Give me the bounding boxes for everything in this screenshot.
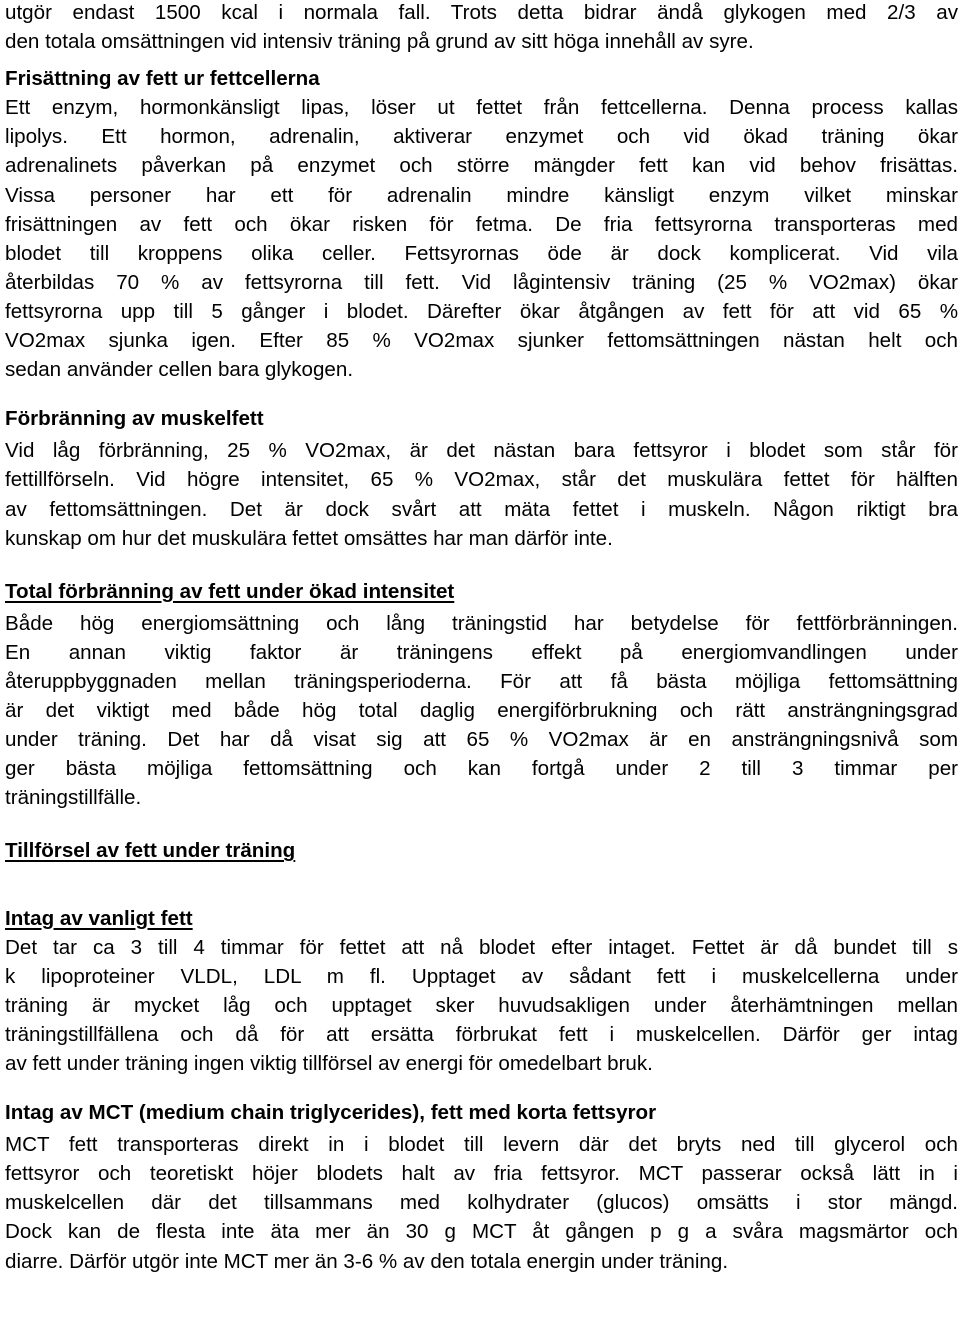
text-line: Både hög energiomsättning och lång träningstid har betydelse för fettförbränningen. [5,611,958,635]
text-line: VO2max sjunka igen. Efter 85 % VO2max sjunker fettomsättningen nästan helt och [5,329,958,353]
paragraph-intag-mct [5,1130,958,1275]
text-line: Ett enzym, hormonkänsligt lipas, löser ut fettet från fettcellerna. Denna process kallas [5,96,958,120]
section-heading-intag-mct: Intag av MCT (medium chain triglycerides), fett med korta fettsyror [5,1101,657,1125]
text-line: återbildas 70 % av fettsyrorna till fett. Vid lågintensiv träning (25 % VO2max) ökar [5,270,958,294]
paragraph-forbranning-muskelfett [5,436,958,552]
section-heading-intag-vanligt-fett: Intag av vanligt fett [5,906,193,930]
text-line: den totala omsättningen vid intensiv träning på grund av sitt höga innehåll av syre. [5,30,754,54]
text-line: fettillförseln. Vid högre intensitet, 65 % VO2max, står det muskulära fettet för hälften [5,468,958,492]
text-line: är det viktigt med både hög total daglig energiförbrukning och rätt ansträngningsgrad [5,699,958,723]
text-line: frisättningen av fett och ökar risken för fetma. De fria fettsyrorna transporteras med [5,212,958,236]
section-heading-tillforsel: Tillförsel av fett under träning [5,839,296,863]
text-line: Dock kan de flesta inte äta mer än 30 g MCT åt gången p g a svåra magsmärtor och [5,1220,958,1244]
text-line: kunskap om hur det muskulära fettet omsättes har man därför inte. [5,526,613,550]
paragraph-intro [5,0,958,56]
text-line: diarre. Därför utgör inte MCT mer än 3-6 % av den totala energin under träning. [5,1249,729,1273]
paragraph-frisattning [5,93,958,384]
text-line: fettsyrorna upp till 5 gånger i blodet. Därefter ökar åtgången av fett för att vid 65 % [5,299,958,323]
text-line: Det tar ca 3 till 4 timmar för fettet att nå blodet efter intaget. Fettet är då bundet till s [5,935,958,959]
text-line: blodet till kroppens olika celler. Fettsyrornas öde är dock komplicerat. Vid vila [5,241,958,265]
document-page [5,0,958,1276]
text-line: ger bästa möjliga fettomsättning och kan fortgå under 2 till 3 timmar per [5,757,958,781]
section-heading-total-forbranning: Total förbränning av fett under ökad intensitet [5,579,455,603]
text-line: återuppbyggnaden mellan träningsperioderna. För att få bästa möjliga fettomsättning [5,669,958,693]
text-line: lipolys. Ett hormon, adrenalin, aktiverar enzymet och vid ökad träning ökar [5,125,958,149]
text-line: träningstillfällena och då för att ersätta förbrukat fett i muskelcellen. Därför ger intag [5,1022,958,1046]
section-heading-frisattning: Frisättning av fett ur fettcellerna [5,67,320,91]
text-line: muskelcellen där det tillsammans med kolhydrater (glucos) omsätts i stor mängd. [5,1191,958,1215]
text-line: adrenalinets påverkan på enzymet och större mängder fett kan vid behov frisättas. [5,154,958,178]
section-heading-forbranning-muskelfett: Förbränning av muskelfett [5,407,264,431]
text-line: utgör endast 1500 kcal i normala fall. Trots detta bidrar ändå glykogen med 2/3 av [5,1,958,24]
text-line: MCT fett transporteras direkt in i blodet till levern där det bryts ned till glycerol och [5,1133,958,1157]
text-line: Vissa personer har ett för adrenalin mindre känsligt enzym vilket minskar [5,183,958,207]
text-line: Vid låg förbränning, 25 % VO2max, är det nästan bara fettsyror i blodet som står för [5,439,958,463]
text-line: fettsyror och teoretiskt höjer blodets halt av fria fettsyror. MCT passerar också lätt in i [5,1162,958,1186]
text-line: En annan viktig faktor är träningens effekt på energiomvandlingen under [5,640,958,664]
text-line: under träning. Det har då visat sig att 65 % VO2max är en ansträngningsnivå som [5,728,958,752]
text-line: av fettomsättningen. Det är dock svårt att mäta fettet i muskeln. Någon riktigt bra [5,497,958,521]
text-line: k lipoproteiner VLDL, LDL m fl. Upptaget av sådant fett i muskelcellerna under [5,964,958,988]
text-line: av fett under träning ingen viktig tillförsel av energi för omedelbart bruk. [5,1052,653,1075]
paragraph-intag-vanligt-fett [5,933,958,1078]
paragraph-total-forbranning [5,609,958,813]
text-line: träningstillfälle. [5,786,142,810]
text-line: träning är mycket låg och upptaget sker huvudsakligen under återhämtningen mellan [5,993,958,1017]
text-line: sedan använder cellen bara glykogen. [5,358,354,382]
